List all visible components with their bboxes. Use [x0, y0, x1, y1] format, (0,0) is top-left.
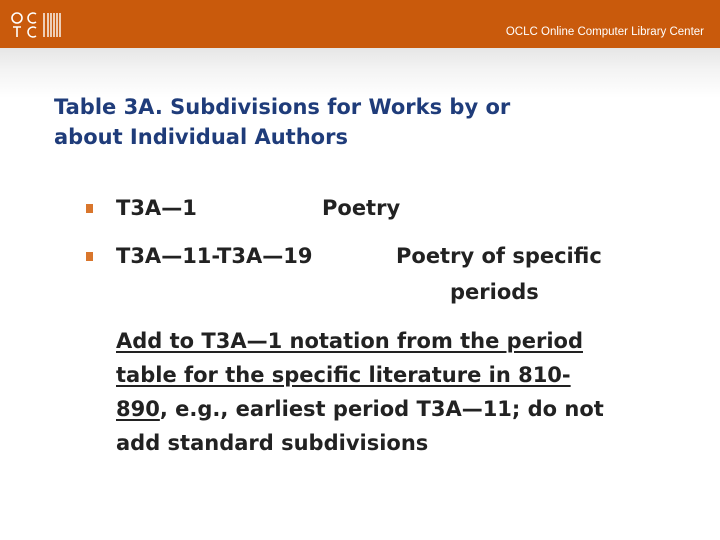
- header-bar: [0, 0, 720, 48]
- note-line-4: add standard subdivisions: [116, 431, 429, 455]
- note-line-2: table for the specific literature in 810-: [116, 363, 571, 387]
- header-gradient: [0, 48, 720, 98]
- bullet-desc-line-2: periods: [450, 280, 539, 304]
- bullet-code: T3A—1: [116, 196, 197, 220]
- bullet-item-poetry: [86, 194, 686, 224]
- title-line-1: Table 3A. Subdivisions for Works by or: [54, 95, 511, 119]
- note-line-3: , e.g., earliest period T3A—11; do not: [159, 397, 604, 421]
- oclc-logo: [10, 10, 64, 40]
- bullet-desc: Poetry: [322, 196, 401, 220]
- slide-title: [54, 92, 674, 152]
- bullet-item-poetry-periods: [86, 242, 686, 306]
- note-line-1: Add to T3A—1 notation from the period: [116, 329, 583, 353]
- title-line-2: about Individual Authors: [54, 125, 348, 149]
- org-name: OCLC Online Computer Library Center: [505, 26, 704, 38]
- bullet-desc-line-1: Poetry of specific: [396, 244, 602, 268]
- bullet-code: T3A—11-T3A—19: [116, 244, 313, 268]
- notation-instruction: [116, 324, 686, 460]
- bullet-icon: [86, 252, 93, 261]
- note-range-end: 890: [116, 397, 160, 421]
- bullet-icon: [86, 204, 93, 213]
